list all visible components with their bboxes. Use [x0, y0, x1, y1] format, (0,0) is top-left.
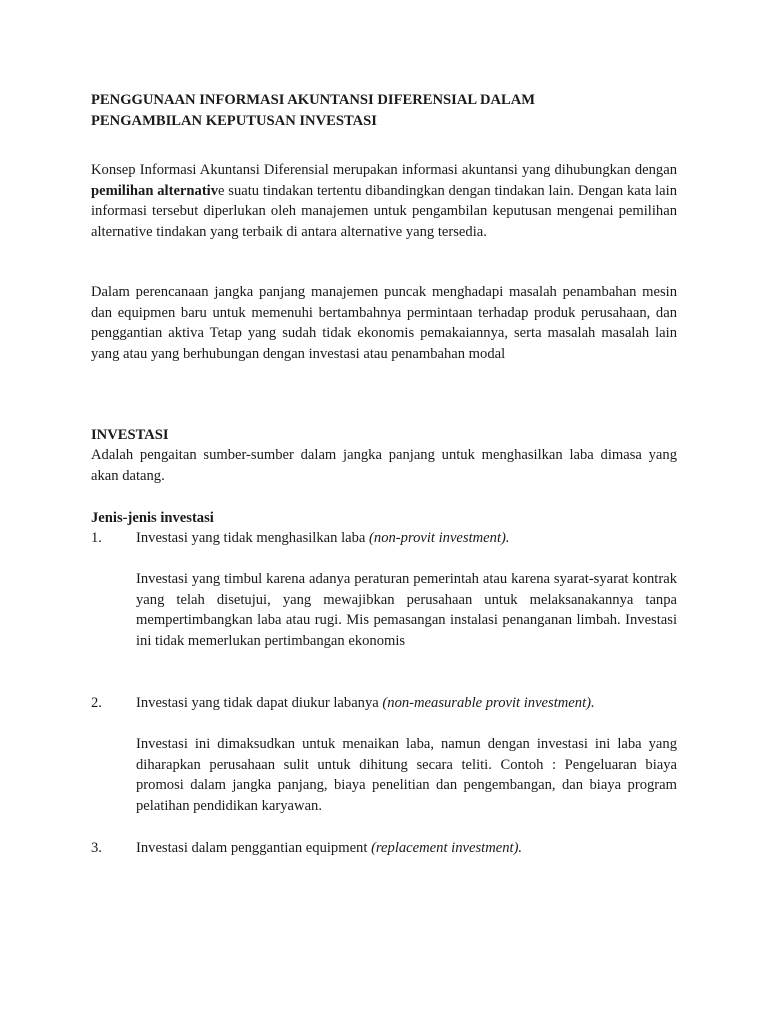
- paragraph-konsep: [91, 160, 677, 242]
- list-item-3-title-text: Investasi dalam penggantian equipment: [136, 840, 372, 856]
- section-heading-jenis-investasi: Jenis-jenis investasi: [91, 510, 214, 526]
- list-item-1-term: (non-provit investment).: [369, 530, 510, 546]
- list-number-1: 1.: [91, 530, 102, 546]
- bold-term-pemilihan-alternativ: pemilihan alternativ: [91, 182, 219, 199]
- paragraph-perencanaan: Dalam perencanaan jangka panjang manajemen puncak menghadapi masalah penambahan mesin dan equipmen baru untuk memenuhi bertambahnya permintaan terhadap produk perusahaan, dan penggantian aktiva Tetap yang sudah tidak ekonomis pemakaiannya, serta masalah masalah lain yang atau yang berhubungan dengan investasi atau penambahan modal: [91, 284, 677, 362]
- paragraph-konsep-text-cont: e suatu tindakan tertentu dibandingkan dengan tindakan lain. Dengan kata lain informasi tersebut diperlukan oleh manajemen untuk pengambilan keputusan mengenai pemilihan alternative tindakan yang terbaik di antara alternative yang tersedia.: [91, 182, 677, 240]
- list-item-2-description: Investasi ini dimaksudkan untuk menaikan laba, namun dengan investasi ini laba yang diharapkan perusahaan sulit untuk dihitung secara teliti. Contoh : Pengeluaran biaya promosi dalam jangka panjang, biaya penelitian dan pengembangan, dan biaya program pelatihan pendidikan karyawan.: [136, 736, 677, 814]
- list-item-2-title-text: Investasi yang tidak dapat diukur labanya: [136, 695, 383, 711]
- title-line-1: PENGGUNAAN INFORMASI AKUNTANSI DIFERENSIAL DALAM: [91, 92, 536, 108]
- list-item-1-title-text: Investasi yang tidak menghasilkan laba: [136, 530, 370, 546]
- document-title: [91, 90, 677, 131]
- list-item-3-title: [136, 838, 677, 859]
- list-number-2: 2.: [91, 695, 102, 711]
- title-line-2: PENGAMBILAN KEPUTUSAN INVESTASI: [91, 112, 377, 129]
- section-heading-investasi: INVESTASI: [91, 427, 169, 443]
- list-item-2-term: (non-measurable provit investment).: [382, 695, 595, 711]
- list-item-1-title: [136, 528, 677, 549]
- list-number-3: 3.: [91, 840, 102, 856]
- list-item-3-term: (replacement investment).: [371, 840, 523, 856]
- investasi-definition: Adalah pengaitan sumber-sumber dalam jangka panjang untuk menghasilkan laba dimasa yang akan datang.: [91, 447, 677, 484]
- list-item-1-description: Investasi yang timbul karena adanya peraturan pemerintah atau karena syarat-syarat kontrak yang telah disetujui, yang mewajibkan perusahaan untuk melaksanakannya tanpa mempertimbangkan laba atau rugi. Mis pemasangan instalasi penanganan limbah. Investasi ini tidak memerlukan pertimbangan ekonomis: [136, 571, 677, 649]
- list-item-2-title: [136, 693, 677, 714]
- paragraph-konsep-text: Konsep Informasi Akuntansi Diferensial merupakan informasi akuntansi yang dihubungkan dengan: [91, 162, 677, 178]
